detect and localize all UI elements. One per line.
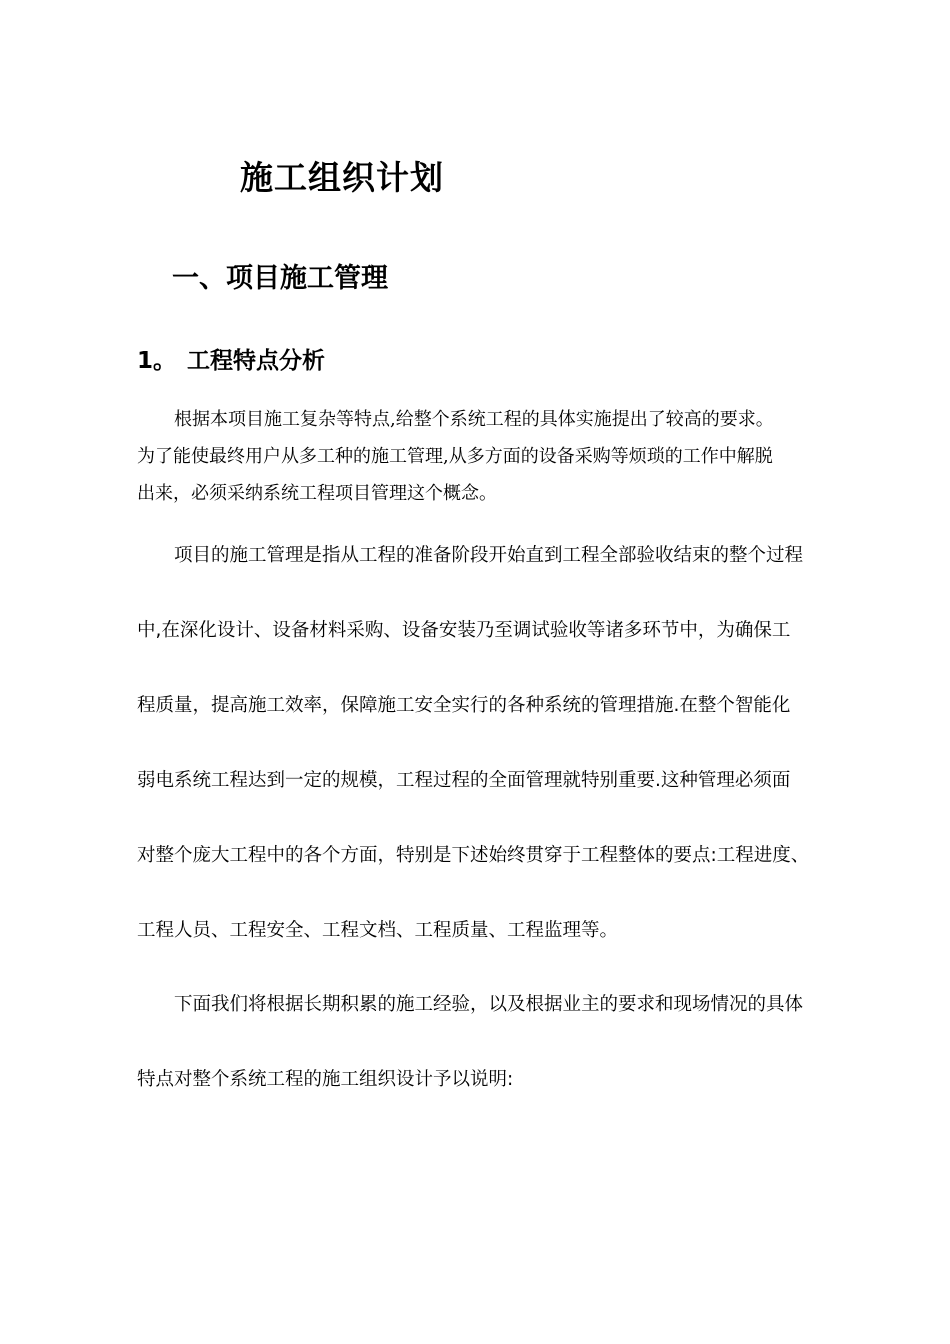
paragraph-line: 弱电系统工程达到一定的规模，工程过程的全面管理就特别重要.这种管理必须面 [137, 770, 791, 791]
subsection-number: 1。 [137, 348, 177, 374]
paragraph-intro [137, 401, 837, 512]
paragraph-line: 项目的施工管理是指从工程的准备阶段开始直到工程全部验收结束的整个过程 [174, 545, 804, 566]
paragraph-line: 为了能使最终用户从多工种的施工管理,从多方面的设备采购等烦琐的工作中解脱 [137, 446, 773, 467]
paragraph-explanation [137, 990, 847, 1140]
subsection-heading [137, 342, 325, 375]
paragraph-line: 特点对整个系统工程的施工组织设计予以说明: [137, 1069, 514, 1090]
paragraph-line: 中,在深化设计、设备材料采购、设备安装乃至调试验收等诸多环节中，为确保工 [137, 620, 791, 641]
subsection-title: 工程特点分析 [187, 348, 325, 374]
document-title: 施工组织计划 [240, 158, 444, 197]
paragraph-line: 程质量，提高施工效率，保障施工安全实行的各种系统的管理措施.在整个智能化 [137, 695, 791, 716]
paragraph-line: 对整个庞大工程中的各个方面，特别是下述始终贯穿于工程整体的要点:工程进度、 [137, 845, 810, 866]
paragraph-line: 下面我们将根据长期积累的施工经验，以及根据业主的要求和现场情况的具体 [174, 994, 804, 1015]
paragraph-line: 工程人员、工程安全、工程文档、工程质量、工程监理等。 [137, 920, 619, 941]
section-heading: 一、项目施工管理 [172, 263, 388, 294]
paragraph-management [137, 541, 847, 991]
paragraph-line: 出来，必须采纳系统工程项目管理这个概念。 [137, 483, 497, 504]
paragraph-line: 根据本项目施工复杂等特点,给整个系统工程的具体实施提出了较高的要求。 [174, 409, 774, 430]
